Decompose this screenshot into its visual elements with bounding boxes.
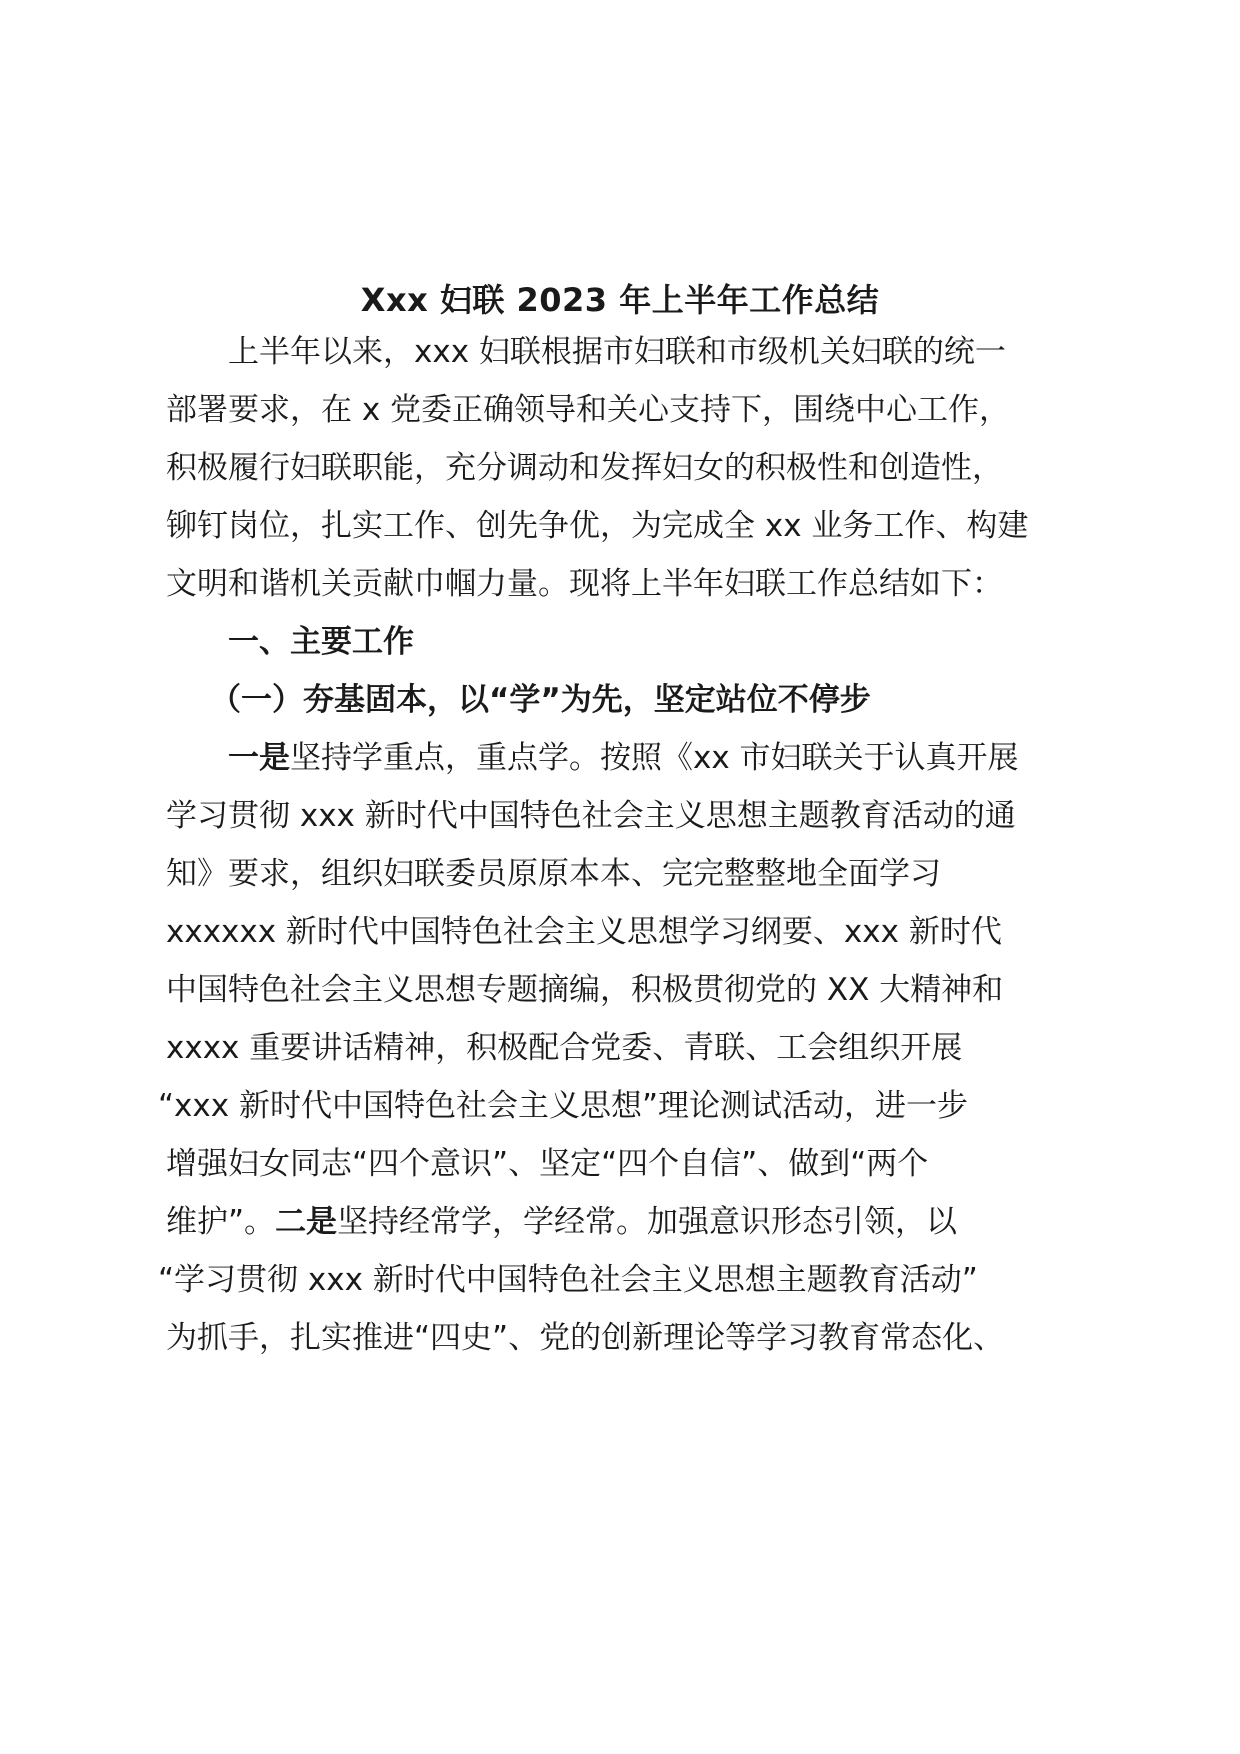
paragraph-line: 部署要求，在 x 党委正确领导和关心支持下，围绕中心工作， bbox=[166, 392, 1011, 428]
paragraph-text: 坚持学重点，重点学。按照《xx 市妇联关于认真开展 bbox=[290, 740, 1019, 776]
paragraph-line: 学习贯彻 xxx 新时代中国特色社会主义思想主题教育活动的通 bbox=[166, 798, 1016, 834]
document-title: Xxx 妇联 2023 年上半年工作总结 bbox=[360, 281, 880, 319]
paragraph-line: “xxx 新时代中国特色社会主义思想”理论测试活动，进一步 bbox=[158, 1088, 969, 1124]
emphasis-lead: 二是 bbox=[275, 1204, 338, 1240]
paragraph-line: xxxx 重要讲话精神，积极配合党委、青联、工会组织开展 bbox=[166, 1030, 963, 1066]
paragraph-text: 维护”。 bbox=[166, 1204, 276, 1240]
paragraph-line: 增强妇女同志“四个意识”、坚定“四个自信”、做到“两个 bbox=[166, 1146, 929, 1182]
emphasis-lead: 一是 bbox=[228, 740, 290, 776]
paragraph-line: 文明和谐机关贡献巾帼力量。现将上半年妇联工作总结如下： bbox=[166, 566, 1003, 602]
paragraph-line: “学习贯彻 xxx 新时代中国特色社会主义思想主题教育活动” bbox=[158, 1262, 978, 1298]
paragraph-line: 铆钉岗位，扎实工作、创先争优，为完成全 xx 业务工作、构建 bbox=[166, 508, 1029, 544]
paragraph-line bbox=[228, 732, 1086, 784]
paragraph-line: 积极履行妇联职能，充分调动和发挥妇女的积极性和创造性， bbox=[166, 450, 1003, 486]
paragraph-line: 为抓手，扎实推进“四史”、党的创新理论等学习教育常态化、 bbox=[166, 1320, 1005, 1356]
section-heading: 一、主要工作 bbox=[228, 624, 414, 660]
paragraph-line: 上半年以来，xxx 妇联根据市妇联和市级机关妇联的统一 bbox=[228, 334, 1006, 370]
subsection-heading: （一）夯基固本，以“学”为先，坚定站位不停步 bbox=[210, 682, 871, 718]
paragraph-line: 知》要求，组织妇联委员原原本本、完完整整地全面学习 bbox=[166, 856, 941, 892]
paragraph-line: xxxxxx 新时代中国特色社会主义思想学习纲要、xxx 新时代 bbox=[166, 914, 1002, 950]
paragraph-text: 坚持经常学，学经常。加强意识形态引领，以 bbox=[337, 1204, 958, 1240]
paragraph-line: 中国特色社会主义思想专题摘编，积极贯彻党的 XX 大精神和 bbox=[166, 972, 1004, 1008]
paragraph-line bbox=[166, 1196, 1086, 1248]
